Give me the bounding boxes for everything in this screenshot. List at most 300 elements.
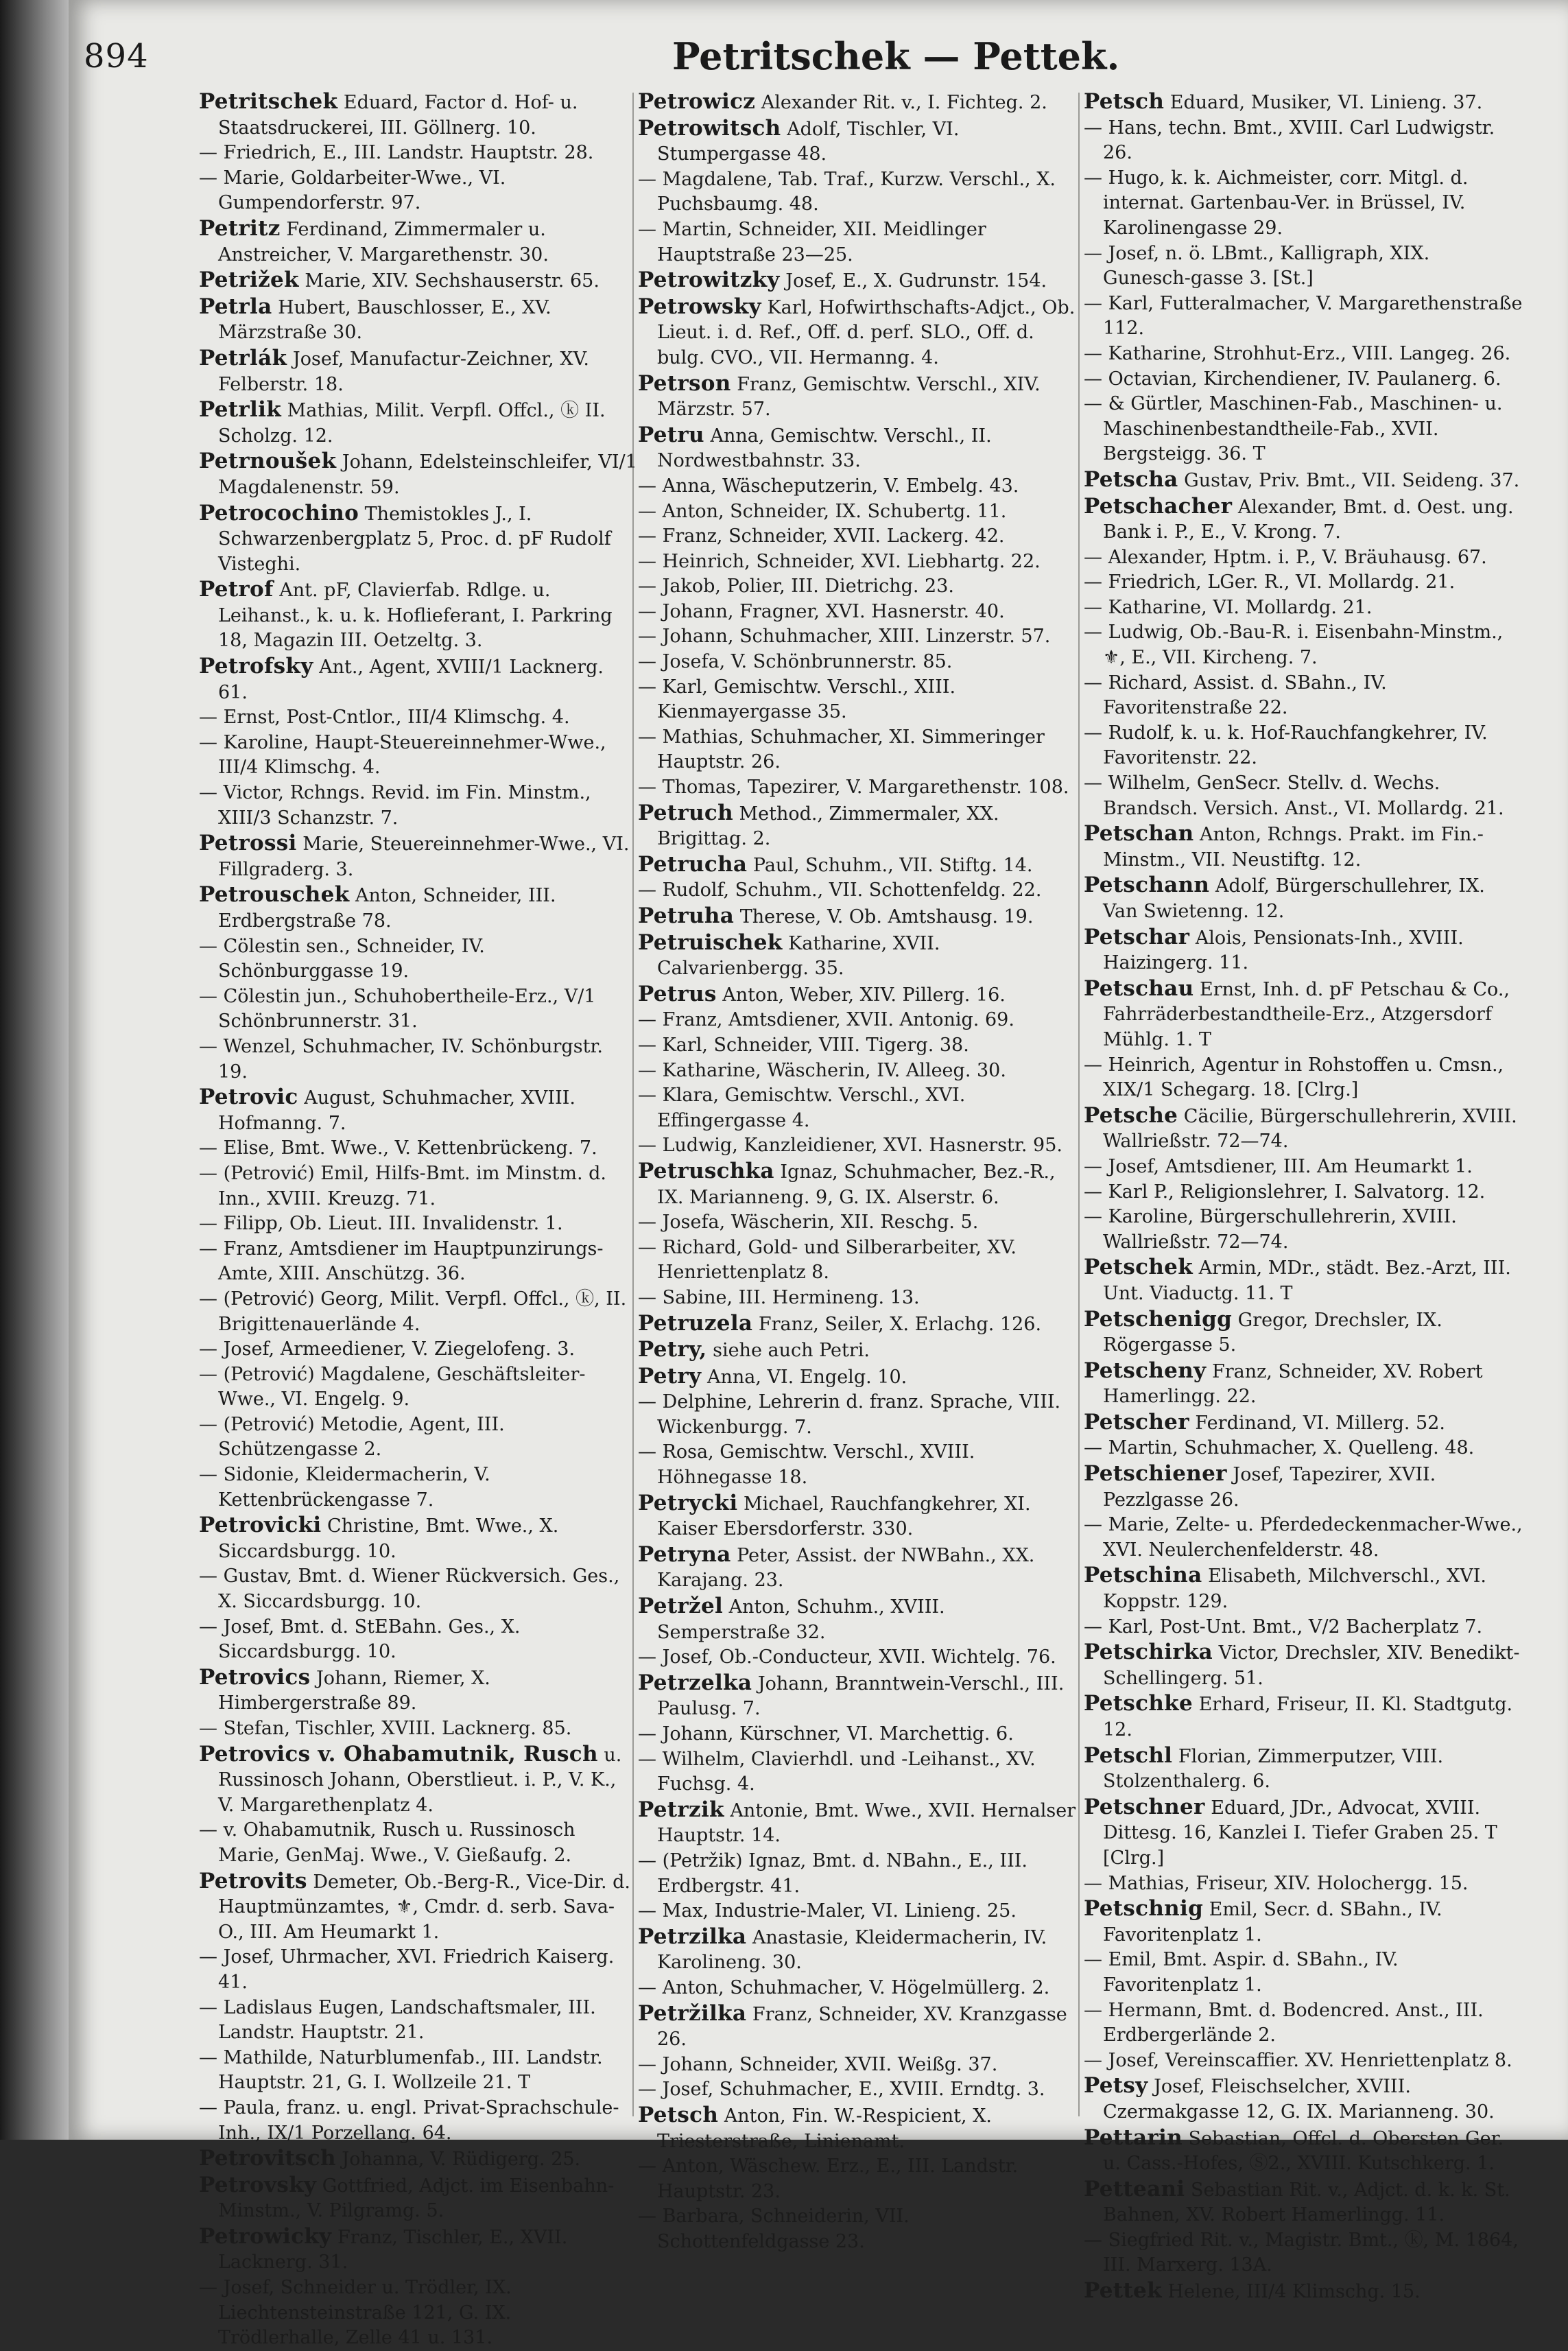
directory-entry	[199, 89, 638, 141]
entry-details: Alexander, Bmt. d. Oest. ung. Bank i. P., E., V. Krong. 7.	[1103, 496, 1514, 543]
entry-details: — Katharine, Wäscherin, IV. Alleeg. 30.	[638, 1059, 1006, 1081]
entry-details: — Filipp, Ob. Lieut. III. Invalidenstr. 1.	[199, 1213, 563, 1235]
entry-surname: Petschiener	[1084, 1461, 1227, 1487]
entry-details: — Franz, Schneider, XVII. Lackerg. 42.	[638, 525, 1005, 547]
entry-surname: Petrzelka	[638, 1670, 752, 1695]
entry-details: Method., Zimmermaler, XX. Brigittag. 2.	[657, 803, 999, 850]
entry-surname: Petschek	[1084, 1255, 1193, 1280]
entry-details: Sebastian, Offcl. d. Obersten Ger. u. Cass.-Hofes, Ⓢ2., XVIII. Kutschkerg. 1.	[1103, 2127, 1504, 2175]
entry-details: Adolf, Bürgerschullehrer, IX. Van Swietenng. 12.	[1103, 875, 1485, 922]
directory-entry	[199, 1287, 638, 1337]
directory-entry	[199, 2173, 638, 2224]
entry-details: Josef, E., X. Gudrunstr. 154.	[779, 270, 1047, 292]
entry-details: — Katharine, Strohhut-Erz., VIII. Langeg. 26.	[1084, 342, 1511, 364]
entry-surname: Petrycki	[638, 1490, 738, 1515]
entry-details: — Ludwig, Kanzleidiener, XVI. Hasnerstr. 95.	[638, 1135, 1062, 1157]
entry-details: — Rudolf, Schuhm., VII. Schottenfeldg. 22.	[638, 879, 1042, 901]
directory-entry	[638, 89, 1077, 116]
directory-entry	[199, 1085, 638, 1136]
entry-details: — Ladislaus Eugen, Landschaftsmaler, III. Landstr. Hauptstr. 21.	[199, 1996, 596, 2044]
directory-entry	[638, 1594, 1077, 1645]
entry-details: Ernst, Inh. d. pF Petschau & Co., Fahrräderbestandtheile-Erz., Atzgersdorf Mühlg. 1. T	[1103, 978, 1510, 1050]
directory-entry	[638, 1491, 1077, 1542]
entry-surname: Petrovits	[199, 1868, 307, 1893]
entry-surname: Pettarin	[1084, 2125, 1183, 2150]
entry-surname: Petry,	[638, 1337, 707, 1362]
entry-details: Victor, Drechsler, XIV. Benedikt-Schellingerg. 51.	[1103, 1642, 1520, 1689]
entry-details: — Cölestin sen., Schneider, IV. Schönburggasse 19.	[199, 935, 485, 982]
entry-details: — Sidonie, Kleidermacherin, V. Kettenbrückengasse 7.	[199, 1464, 490, 1511]
directory-entry	[638, 1059, 1077, 1084]
entry-surname: Petschner	[1084, 1794, 1205, 1819]
entry-details: — Karl P., Religionslehrer, I. Salvatorg. 12.	[1084, 1181, 1486, 1203]
entry-surname: Petrus	[638, 981, 717, 1006]
entry-details: Franz, Schneider, XV. Robert Hamerlingg. 22.	[1103, 1360, 1483, 1408]
directory-entry	[1084, 1461, 1523, 1513]
entry-surname: Petruzela	[638, 1310, 753, 1336]
entry-details: Hubert, Bauschlosser, E., XV. Märzstraße 30.	[218, 296, 551, 344]
column-3	[1084, 89, 1523, 2305]
directory-entry	[638, 1747, 1077, 1797]
entry-surname: Petschnig	[1084, 1896, 1204, 1922]
entry-surname: Petrla	[199, 294, 272, 319]
entry-details: Anna, VI. Engelg. 10.	[701, 1366, 907, 1388]
entry-surname: Petrowitzky	[638, 268, 780, 293]
entry-details: — Mathilde, Naturblumenfab., III. Landstr. Hauptstr. 21, G. I. Wollzeile 21. T	[199, 2046, 603, 2094]
directory-entry	[638, 600, 1077, 625]
entry-details: — Marie, Zelte- u. Pferdedeckenmacher-Wwe., XVI. Neulerchenfelderstr. 48.	[1084, 1514, 1523, 1561]
directory-entry	[638, 268, 1077, 294]
directory-entry	[638, 1008, 1077, 1033]
entry-surname: Petschan	[1084, 821, 1194, 847]
entry-details: Erhard, Friseur, II. Kl. Stadtgutg. 12.	[1103, 1694, 1513, 1740]
entry-surname: Petsch	[638, 2102, 719, 2127]
entry-details: Christine, Bmt. Wwe., X. Siccardsburgg. 10.	[218, 1515, 559, 1562]
entry-surname: Petry	[638, 1363, 702, 1389]
directory-entry	[1084, 1743, 1523, 1795]
directory-entry	[1084, 1103, 1523, 1155]
directory-entry	[1084, 166, 1523, 241]
entry-details: — Anton, Schuhmacher, V. Högelmüllerg. 2.	[638, 1976, 1050, 1998]
entry-details: Johanna, V. Rüdigerg. 25.	[335, 2149, 581, 2171]
entry-details: — Heinrich, Schneider, XVI. Liebhartg. 22.	[638, 550, 1041, 572]
directory-entry	[638, 1311, 1077, 1338]
entry-surname: Petschacher	[1084, 493, 1233, 519]
entry-details: Florian, Zimmerputzer, VIII. Stolzenthalerg. 6.	[1103, 1745, 1444, 1793]
entry-details: Peter, Assist. der NWBahn., XX. Karajang. 23.	[657, 1544, 1035, 1592]
directory-entry	[199, 216, 638, 268]
directory-entry	[199, 2096, 638, 2146]
directory-entry	[638, 1722, 1077, 1747]
directory-entry	[1084, 392, 1523, 467]
entry-surname: Petsche	[1084, 1102, 1178, 1128]
directory-entry	[199, 397, 638, 449]
entry-details: — Josef, Armeediener, V. Ziegelofeng. 3.	[199, 1338, 575, 1360]
entry-details: Franz, Schneider, XV. Kranzgasse 26.	[657, 2003, 1067, 2051]
entry-surname: Petrlik	[199, 397, 281, 423]
entry-surname: Petrowicky	[199, 2223, 332, 2249]
directory-entry	[638, 1364, 1077, 1391]
entry-surname: Petschirka	[1084, 1640, 1213, 1665]
entry-details: Michael, Rauchfangkehrer, XI. Kaiser Ebersdorferstr. 330.	[657, 1493, 1031, 1540]
entry-surname: Petryna	[638, 1541, 731, 1567]
entry-surname: Petrovic	[199, 1085, 298, 1110]
entry-surname: Petrowitsch	[638, 115, 781, 141]
entry-details: — Johann, Kürschner, VI. Marchettig. 6.	[638, 1723, 1014, 1745]
directory-entry	[199, 1513, 638, 1564]
entry-details: — Cölestin jun., Schuhobertheile-Erz., V/1 Schönbrunnerstr. 31.	[199, 985, 596, 1032]
entry-details: — Josef, Ob.-Conducteur, XVII. Wichtelg. 76.	[638, 1646, 1056, 1668]
entry-surname: Petru	[638, 422, 704, 447]
directory-entry	[638, 1210, 1077, 1236]
entry-surname: Petržel	[638, 1594, 724, 1619]
entry-details: Alois, Pensionats-Inh., XVIII. Haizingerg. 11.	[1103, 927, 1464, 974]
directory-entry	[1084, 2125, 1523, 2177]
entry-details: Ferdinand, Zimmermaler u. Anstreicher, V. Margarethenstr. 30.	[218, 218, 549, 265]
entry-details: Elisabeth, Milchverschl., XVI. Koppstr. 129.	[1103, 1566, 1486, 1613]
entry-details: Eduard, Factor d. Hof- u. Staatsdruckerei, III. Göllnerg. 10.	[218, 92, 578, 139]
entry-details: — Josefa, Wäscherin, XII. Reschg. 5.	[638, 1212, 979, 1233]
entry-details: — Johann, Schneider, XVII. Weißg. 37.	[638, 2053, 998, 2075]
directory-entry	[1084, 467, 1523, 494]
entry-details: Themistokles J., I. Schwarzenbergplatz 5, Proc. d. pF Rudolf Visteghi.	[218, 503, 611, 575]
directory-entry	[638, 1542, 1077, 1594]
directory-entry	[1084, 1513, 1523, 1563]
entry-surname: Petritschek	[199, 89, 338, 114]
directory-entry	[1084, 1436, 1523, 1461]
directory-entry	[638, 1670, 1077, 1722]
directory-entry	[638, 852, 1077, 879]
entry-details: — Katharine, VI. Mollardg. 21.	[1084, 596, 1373, 618]
entry-surname: Petritz	[199, 215, 281, 241]
directory-entry	[199, 294, 638, 346]
entry-surname: Petrucha	[638, 851, 748, 877]
entry-details: — Delphine, Lehrerin d. franz. Sprache, VIII. Wickenburgg. 7.	[638, 1391, 1061, 1438]
directory-entry	[638, 1159, 1077, 1210]
entry-surname: Petrowsky	[638, 294, 761, 319]
entry-details: — Mathias, Friseur, XIV. Holochergg. 15.	[1084, 1872, 1469, 1894]
entry-details: Anton, Weber, XIV. Pillerg. 16.	[716, 984, 1006, 1006]
directory-entry	[1084, 1180, 1523, 1205]
entry-details: — Martin, Schuhmacher, X. Quelleng. 48.	[1084, 1437, 1475, 1459]
directory-entry	[1084, 873, 1523, 924]
directory-entry	[1084, 1871, 1523, 1897]
directory-entry	[1084, 367, 1523, 392]
directory-entry	[199, 1463, 638, 1513]
entry-details: — Josef, Bmt. d. StEBahn. Ges., X. Siccardsburgg. 10.	[199, 1616, 521, 1663]
directory-entry	[1084, 1998, 1523, 2048]
directory-entry	[638, 1924, 1077, 1976]
entry-surname: Petrzik	[638, 1797, 724, 1822]
entry-details: — Anton, Wäschew. Erz., E., III. Landstr. Hauptstr. 23.	[638, 2155, 1019, 2202]
entry-details: Franz, Gemischtw. Verschl., XIV. Märzstr. 57.	[657, 373, 1041, 421]
directory-entry	[638, 982, 1077, 1008]
directory-entry	[199, 705, 638, 731]
entry-details: Sebastian Rit. v., Adjct. d. k. k. St. Bahnen, XV. Robert Hamerlingg. 11.	[1103, 2179, 1510, 2226]
directory-entry	[638, 1083, 1077, 1133]
entry-details: Josef, Tapezirer, XVII. Pezzlgasse 26.	[1103, 1464, 1436, 1511]
entry-details: — Wilhelm, GenSecr. Stellv. d. Wechs. Brandsch. Versich. Anst., VI. Mollardg. 21.	[1084, 772, 1504, 819]
entry-details: — Octavian, Kirchendiener, IV. Paulanerg. 6.	[1084, 368, 1501, 390]
directory-entry	[1084, 925, 1523, 976]
entry-surname: Petscher	[1084, 1409, 1189, 1434]
entry-details: Johann, Edelsteinschleifer, VI/1 Magdalenenstr. 59.	[218, 451, 637, 498]
directory-entry	[638, 2001, 1077, 2053]
directory-entry	[638, 371, 1077, 423]
entry-details: — Friedrich, LGer. R., VI. Mollardg. 21.	[1084, 571, 1456, 593]
entry-details: — Karl, Schneider, VIII. Tigerg. 38.	[638, 1034, 969, 1056]
entry-surname: Petrnoušek	[199, 449, 337, 474]
directory-entry	[199, 1136, 638, 1161]
entry-details: Gregor, Drechsler, IX. Rögergasse 5.	[1103, 1309, 1442, 1356]
entry-details: Marie, Steuereinnehmer-Wwe., VI. Fillgraderg. 3.	[218, 834, 630, 880]
entry-details: — Hugo, k. k. Aichmeister, corr. Mitgl. d. internat. Gartenbau-Ver. in Brüssel, IV. Karolinengasse 29.	[1084, 167, 1469, 239]
entry-details: — Karl, Gemischtw. Verschl., XIII. Kienmayergasse 35.	[638, 676, 956, 723]
directory-entry	[199, 346, 638, 397]
directory-entry	[1084, 821, 1523, 873]
entry-details: Anastasie, Kleidermacherin, IV. Karolineng. 30.	[657, 1926, 1047, 1974]
entry-details: Helene, III/4 Klimschg. 15.	[1161, 2281, 1421, 2303]
entry-details: Paul, Schuhm., VII. Stiftg. 14.	[747, 854, 1033, 876]
column-1	[199, 89, 638, 2351]
entry-details: — Hans, techn. Bmt., XVIII. Carl Ludwigstr. 26.	[1084, 117, 1495, 164]
entry-surname: Petrocochino	[199, 500, 359, 525]
entry-details: Johann, Branntwein-Verschl., III. Paulusg. 7.	[657, 1673, 1065, 1720]
directory-entry	[638, 1899, 1077, 1924]
directory-entry	[199, 654, 638, 705]
directory-entry	[1084, 1410, 1523, 1437]
directory-entry	[199, 984, 638, 1035]
entry-details: Anna, Gemischtw. Verschl., II. Nordwestbahnstr. 33.	[657, 425, 992, 472]
entry-details: — Magdalene, Tab. Traf., Kurzw. Verschl., X. Puchsbaumg. 48.	[638, 168, 1056, 215]
entry-details: — Richard, Assist. d. SBahn., IV. Favoritenstraße 22.	[1084, 672, 1387, 719]
entry-details: — Josef, Schneider u. Trödler, IX. Liechtensteinstraße 121, G. IX. Trödlerhalle, Zelle 41 u. 131.	[199, 2277, 512, 2349]
entry-details: — Martin, Schneider, XII. Meidlinger Hauptstraße 23—25.	[638, 218, 986, 265]
directory-entry	[199, 882, 638, 934]
entry-details: Ant., Agent, XVIII/1 Lacknerg. 61.	[218, 657, 604, 703]
directory-entry	[1084, 721, 1523, 771]
entry-details: — (Petrović) Magdalene, Geschäftsleiter-Wwe., VI. Engelg. 9.	[199, 1363, 586, 1410]
entry-details: — Josef, Uhrmacher, XVI. Friedrich Kaiserg. 41.	[199, 1946, 615, 1993]
directory-entry	[638, 294, 1077, 371]
entry-details: — Thomas, Tapezirer, V. Margarethenstr. 108.	[638, 777, 1069, 799]
entry-details: — Sabine, III. Hermineng. 13.	[638, 1286, 920, 1308]
directory-entry	[638, 550, 1077, 575]
directory-entry	[199, 1665, 638, 1716]
entry-details: Marie, XIV. Sechshauserstr. 65.	[298, 270, 599, 292]
entry-surname: Petrofsky	[199, 654, 313, 679]
entry-details: Eduard, JDr., Advocat, XVIII. Dittesg. 16, Kanzlei I. Tiefer Graben 25. T [Clrg.]	[1103, 1797, 1497, 1869]
directory-entry	[638, 2204, 1077, 2254]
directory-entry	[199, 2276, 638, 2351]
entry-details: — Emil, Bmt. Aspir. d. SBahn., IV. Favoritenplatz 1.	[1084, 1949, 1399, 1996]
directory-entry	[1084, 1640, 1523, 1691]
directory-entry	[1084, 292, 1523, 342]
entry-details: — Barbara, Schneiderin, VII. Schottenfeldgasse 23.	[638, 2206, 910, 2252]
directory-entry	[1084, 595, 1523, 621]
entry-details: — Josef, n. ö. LBmt., Kalligraph, XIX. Gunesch-gasse 3. [St.]	[1084, 242, 1430, 290]
entry-details: — Klara, Gemischtw. Verschl., XVI. Effingergasse 4.	[638, 1085, 966, 1131]
directory-entry	[1084, 1691, 1523, 1742]
directory-entry	[638, 801, 1077, 852]
entry-details: u. Russinosch Johann, Oberstlieut. i. P., V. K., V. Margarethenplatz 4.	[218, 1744, 622, 1816]
entry-details: — Karl, Post-Unt. Bmt., V/2 Bacherplatz 7.	[1084, 1616, 1483, 1638]
directory-entry	[638, 1133, 1077, 1159]
entry-details: — Richard, Gold- und Silberarbeiter, XV. Henriettenplatz 8.	[638, 1236, 1017, 1284]
directory-entry	[199, 1818, 638, 1868]
directory-entry	[1084, 1155, 1523, 1180]
directory-entry	[1084, 570, 1523, 595]
directory-entry	[638, 1033, 1077, 1059]
directory-entry	[199, 449, 638, 500]
entry-details: siehe auch Petri.	[706, 1340, 870, 1362]
entry-details: — (Petrović) Emil, Hilfs-Bmt. im Minstm. d. Inn., XVIII. Kreuzg. 71.	[199, 1162, 607, 1209]
entry-details: — (Petrović) Georg, Milit. Verpfl. Offcl., ⓚ, II. Brigittenauerlände 4.	[199, 1288, 627, 1335]
directory-entry	[638, 775, 1077, 801]
entry-surname: Petrossi	[199, 831, 297, 856]
directory-entry	[1084, 2278, 1523, 2305]
entry-surname: Petržilka	[638, 2000, 747, 2026]
entry-details: Cäcilie, Bürgerschullehrerin, XVIII. Wallrießstr. 72—74.	[1103, 1105, 1517, 1153]
entry-details: — Josef, Vereinscaffier. XV. Henriettenplatz 8.	[1084, 2049, 1512, 2071]
directory-entry	[199, 1035, 638, 1085]
entry-details: Antonie, Bmt. Wwe., XVII. Hernalser Hauptstr. 14.	[657, 1799, 1076, 1847]
entry-details: — Karoline, Bürgerschullehrerin, XVIII. Wallrießstr. 72—74.	[1084, 1206, 1457, 1253]
directory-entry	[638, 2103, 1077, 2154]
directory-entry	[1084, 1795, 1523, 1871]
entry-details: Gustav, Priv. Bmt., VII. Seideng. 37.	[1178, 469, 1520, 491]
directory-entry	[199, 1161, 638, 1212]
directory-entry	[1084, 89, 1523, 116]
directory-entry	[1084, 620, 1523, 670]
running-head: Petritschek — Pettek.	[672, 34, 1120, 78]
directory-entry	[1084, 1896, 1523, 1948]
entry-details: — Franz, Amtsdiener, XVII. Antonig. 69.	[638, 1009, 1014, 1031]
entry-details: — Marie, Goldarbeiter-Wwe., VI. Gumpendorferstr. 97.	[199, 167, 506, 214]
directory-entry	[199, 731, 638, 781]
entry-details: — (Petržik) Ignaz, Bmt. d. NBahn., E., III. Erdbergstr. 41.	[638, 1850, 1028, 1897]
directory-entry	[199, 2046, 638, 2096]
directory-entry	[1084, 1255, 1523, 1306]
directory-entry	[199, 1362, 638, 1413]
entry-details: — Anna, Wäscheputzerin, V. Embelg. 43.	[638, 475, 1019, 497]
entry-details: — Gustav, Bmt. d. Wiener Rückversich. Ges., X. Siccardsburgg. 10.	[199, 1566, 620, 1613]
entry-details: Franz, Seiler, X. Erlachg. 126.	[752, 1313, 1042, 1335]
entry-details: — Hermann, Bmt. d. Bodencred. Anst., III. Erdbergerlände 2.	[1084, 1999, 1484, 2046]
entry-details: — Friedrich, E., III. Landstr. Hauptstr. 28.	[199, 142, 594, 164]
entry-details: — Wilhelm, Clavierhdl. und -Leihanst., XV. Fuchsg. 4.	[638, 1748, 1036, 1795]
entry-surname: Petrovsky	[199, 2172, 317, 2197]
entry-details: Ignaz, Schuhmacher, Bez.-R., IX. Marianneng. 9, G. IX. Alserstr. 6.	[657, 1161, 1056, 1208]
directory-entry	[638, 1797, 1077, 1849]
entry-details: — Siegfried Rit. v., Magistr. Bmt., ⓚ, M. 1864, III. Marxerg. 13A.	[1084, 2229, 1519, 2276]
entry-details: Franz, Tischler, E., XVII. Lacknerg. 31.	[218, 2226, 568, 2273]
entry-details: — Heinrich, Agentur in Rohstoffen u. Cmsn., XIX/1 Schegarg. 18. [Clrg.]	[1084, 1054, 1504, 1101]
entry-surname: Petrof	[199, 577, 274, 602]
entry-details: — Josef, Schuhmacher, E., XVIII. Erndtg. 3.	[638, 2079, 1045, 2101]
entry-surname: Petteani	[1084, 2176, 1185, 2201]
directory-entry	[1084, 771, 1523, 821]
entry-details: Johann, Riemer, X. Himbergerstraße 89.	[218, 1667, 490, 1714]
directory-entry	[638, 878, 1077, 903]
entry-details: — Josef, Amtsdiener, III. Am Heumarkt 1.	[1084, 1155, 1473, 1177]
directory-entry	[638, 725, 1077, 775]
directory-entry	[638, 423, 1077, 474]
directory-entry	[1084, 2228, 1523, 2278]
page-number: 894	[84, 37, 149, 75]
entry-details: — Max, Industrie-Maler, VI. Linieng. 25.	[638, 1900, 1017, 1922]
directory-entry	[1084, 1615, 1523, 1640]
directory-entry	[638, 1645, 1077, 1670]
entry-details: — Victor, Rchngs. Revid. im Fin. Minstm., XIII/3 Schanzstr. 7.	[199, 782, 591, 829]
entry-details: — Ludwig, Ob.-Bau-R. i. Eisenbahn-Minstm., ⚜, E., VII. Kircheng. 7.	[1084, 622, 1504, 669]
entry-details: — (Petrović) Metodie, Agent, III. Schützengasse 2.	[199, 1413, 505, 1461]
entry-surname: Petrovics v. Ohabamutnik, Rusch	[199, 1741, 598, 1767]
entry-surname: Petrovitsch	[199, 2146, 336, 2171]
directory-entry	[1084, 241, 1523, 292]
entry-details: Anton, Schuhm., XVIII. Semperstraße 32.	[657, 1596, 945, 1643]
entry-details: — v. Ohabamutnik, Rusch u. Russinosch Marie, GenMaj. Wwe., V. Gießaufg. 2.	[199, 1819, 575, 1866]
entry-surname: Petsy	[1084, 2073, 1148, 2099]
entry-details: — Franz, Amtsdiener im Hauptpunzirungs-Amte, XIII. Anschützg. 36.	[199, 1238, 604, 1285]
entry-details: — Alexander, Hptm. i. P., V. Bräuhausg. 67.	[1084, 546, 1487, 568]
entry-details: Josef, Manufactur-Zeichner, XV. Felberstr. 18.	[218, 348, 589, 395]
directory-entry	[638, 1236, 1077, 1286]
entry-surname: Petrowicz	[638, 89, 756, 114]
entry-details: Mathias, Milit. Verpfl. Offcl., ⓚ II. Scholzg. 12.	[218, 400, 606, 447]
entry-surname: Petschl	[1084, 1742, 1173, 1768]
entry-details: Katharine, XVII. Calvarienbergg. 35.	[657, 932, 940, 980]
entry-details: — Wenzel, Schuhmacher, IV. Schönburgstr. 19.	[199, 1035, 603, 1083]
directory-entry	[199, 1212, 638, 1237]
directory-entry	[1084, 976, 1523, 1053]
entry-surname: Petschann	[1084, 873, 1210, 898]
directory-entry	[199, 781, 638, 831]
directory-entry	[199, 934, 638, 984]
entry-surname: Petschar	[1084, 924, 1190, 949]
directory-entry	[199, 1564, 638, 1614]
entry-details: Anton, Fin. W.-Respicient, X. Triesterstraße, Linienamt.	[657, 2105, 993, 2152]
directory-entry	[1084, 2073, 1523, 2125]
directory-entry	[199, 501, 638, 578]
entry-surname: Petrovicki	[199, 1513, 322, 1538]
directory-entry	[199, 1237, 638, 1287]
directory-entry	[1084, 545, 1523, 571]
entry-details: — Josefa, V. Schönbrunnerstr. 85.	[638, 651, 953, 673]
directory-entry	[199, 1337, 638, 1362]
directory-entry	[199, 268, 638, 294]
directory-entry	[1084, 1307, 1523, 1358]
entry-surname: Petruschka	[638, 1158, 774, 1183]
entry-surname: Petruischek	[638, 930, 783, 955]
entry-surname: Petruch	[638, 800, 733, 825]
directory-entry	[638, 116, 1077, 167]
entry-details: Demeter, Ob.-Berg-R., Vice-Dir. d. Hauptmünzamtes, ⚜, Cmdr. d. serb. Sava-O., III. Am Heumarkt 1.	[218, 1871, 630, 1943]
directory-entry	[638, 1440, 1077, 1490]
entry-surname: Petrlák	[199, 345, 287, 370]
directory-entry	[199, 1996, 638, 2046]
entry-details: Emil, Secr. d. SBahn., IV. Favoritenplatz 1.	[1103, 1899, 1442, 1946]
entry-details: Ant. pF, Clavierfab. Rdlge. u. Leihanst., k. u. k. Hoflieferant, I. Parkring 18, Magazin III. Oetzeltg. 3.	[218, 580, 613, 652]
entry-details: Therese, V. Ob. Amtshausg. 19.	[734, 906, 1034, 928]
directory-entry	[638, 675, 1077, 725]
directory-entry	[638, 474, 1077, 499]
book-edge	[0, 0, 69, 2140]
directory-entry	[1084, 1205, 1523, 1255]
directory-entry	[199, 577, 638, 654]
directory-entry	[1084, 1358, 1523, 1410]
directory-entry	[638, 167, 1077, 217]
